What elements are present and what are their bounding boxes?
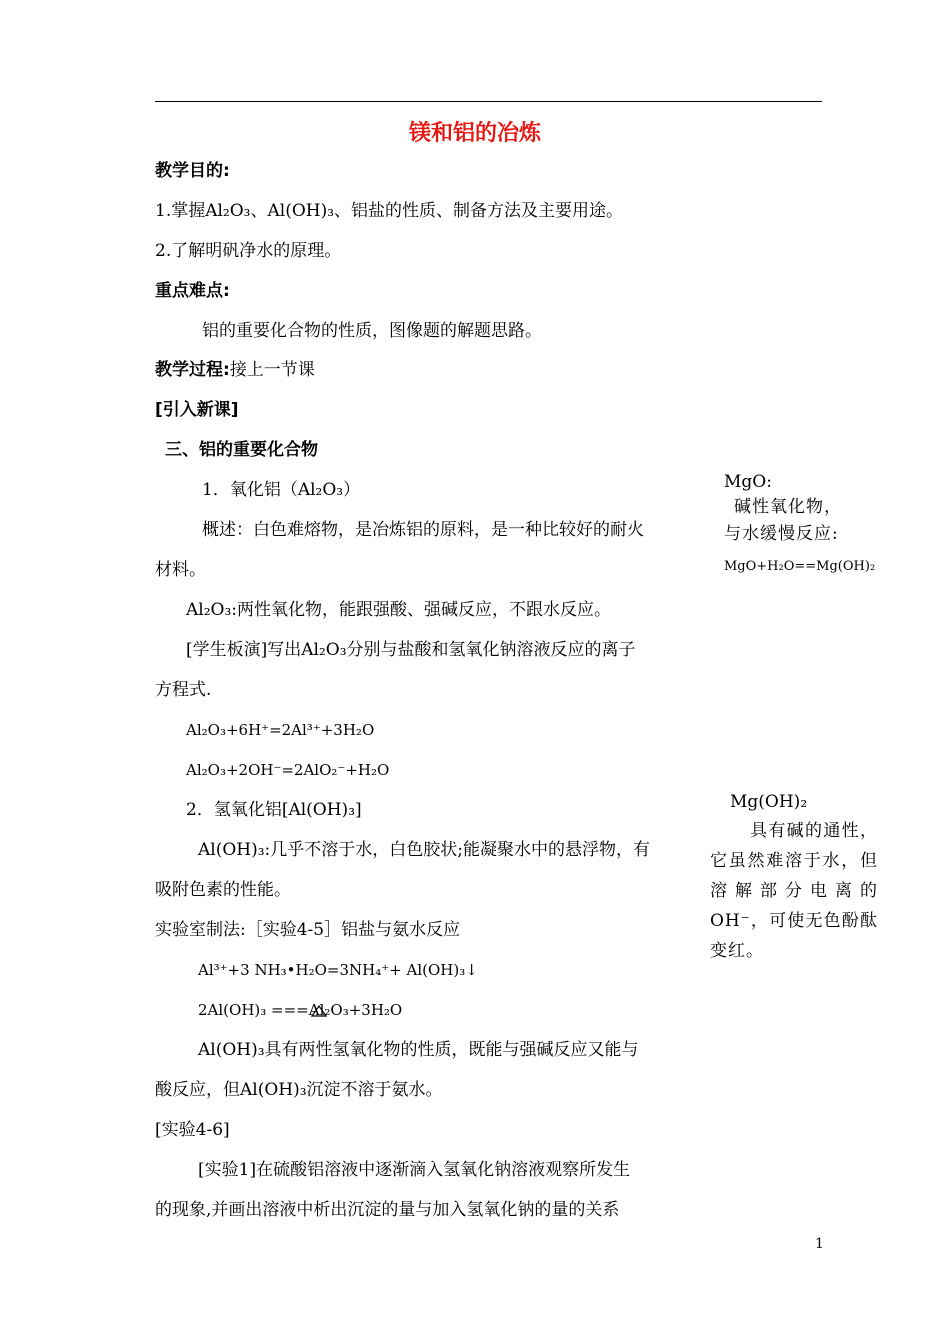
document-title: 镁和铝的冶炼 bbox=[408, 121, 541, 146]
board-task-line-2: 方程式. bbox=[155, 680, 212, 700]
mgo-label: MgO: bbox=[724, 472, 772, 492]
experiment-1-line-2: 的现象,并画出溶液中析出沉淀的量与加入氢氧化钠的量的关系 bbox=[155, 1200, 620, 1220]
page-number: 1 bbox=[815, 1236, 824, 1252]
key-text: 铝的重要化合物的性质，图像题的解题思路。 bbox=[202, 321, 542, 341]
equation-4-left: 2Al(OH)₃ === bbox=[198, 1001, 309, 1019]
mgoh2-description: 具有碱的通性，它虽然难溶于水，但溶解部分电离的OH⁻，可使无色酚酞变红。 bbox=[710, 821, 878, 961]
process-text: 接上一节课 bbox=[229, 360, 315, 380]
hydroxide-desc-line-1: Al(OH)₃:几乎不溶于水，白色胶状;能凝聚水中的悬浮物，有 bbox=[198, 840, 651, 860]
amphoteric-hydroxide-line-1: Al(OH)₃具有两性氢氧化物的性质，既能与强碱反应又能与 bbox=[198, 1040, 639, 1060]
subsection-1-title: 1．氧化铝（Al₂O₃） bbox=[202, 480, 361, 500]
mgo-equation: MgO+H₂O==Mg(OH)₂ bbox=[724, 559, 876, 574]
mgoh2-label: Mg(OH)₂ bbox=[730, 792, 808, 812]
mgo-line-2: 与水缓慢反应: bbox=[724, 524, 839, 544]
equation-2: Al₂O₃+2OH⁻=2AlO₂⁻+H₂O bbox=[186, 761, 390, 779]
lab-prep-text: 实验室制法:［实验4-5］铝盐与氨水反应 bbox=[155, 920, 461, 940]
process-label: 教学过程: bbox=[155, 360, 230, 380]
equation-4-right: Al₂O₃+3H₂O bbox=[308, 1001, 403, 1019]
board-task-line-1: [学生板演]写出Al₂O₃分别与盐酸和氢氧化钠溶液反应的离子 bbox=[186, 640, 636, 660]
overview-line-2: 材料。 bbox=[155, 560, 206, 580]
key-heading: 重点难点: bbox=[155, 281, 230, 301]
experiment-4-6-label: [实验4-6] bbox=[155, 1120, 230, 1140]
amphoteric-oxide-text: Al₂O₃:两性氧化物，能跟强酸、强碱反应，不跟水反应。 bbox=[186, 600, 612, 620]
subsection-2-title: 2．氢氧化铝[Al(OH)₃] bbox=[186, 800, 362, 820]
amphoteric-hydroxide-line-2: 酸反应，但Al(OH)₃沉淀不溶于氨水。 bbox=[155, 1080, 443, 1100]
process-line bbox=[155, 359, 315, 381]
experiment-1-line-1: [实验1]在硫酸铝溶液中逐渐滴入氢氧化钠溶液观察所发生 bbox=[198, 1160, 631, 1180]
goal-item-2: 2.了解明矾净水的原理。 bbox=[155, 241, 342, 261]
goal-item-1: 1.掌握Al₂O₃、Al(OH)₃、铝盐的性质、制备方法及主要用途。 bbox=[155, 201, 624, 221]
intro-label: [引入新课] bbox=[155, 400, 239, 420]
overview-line-1: 概述：白色难熔物，是冶炼铝的原料，是一种比较好的耐火 bbox=[202, 520, 644, 540]
mgo-line-1: 碱性氧化物， bbox=[734, 497, 842, 517]
hydroxide-desc-line-2: 吸附色素的性能。 bbox=[155, 880, 291, 900]
section-3-heading: 三、铝的重要化合物 bbox=[165, 440, 318, 460]
equation-3: Al³⁺+3 NH₃•H₂O=3NH₄⁺+ Al(OH)₃↓ bbox=[198, 961, 478, 979]
header-rule bbox=[155, 101, 822, 102]
equation-1: Al₂O₃+6H⁺=2Al³⁺+3H₂O bbox=[186, 721, 375, 739]
equation-4 bbox=[198, 999, 402, 1021]
goal-heading: 教学目的: bbox=[155, 161, 230, 181]
